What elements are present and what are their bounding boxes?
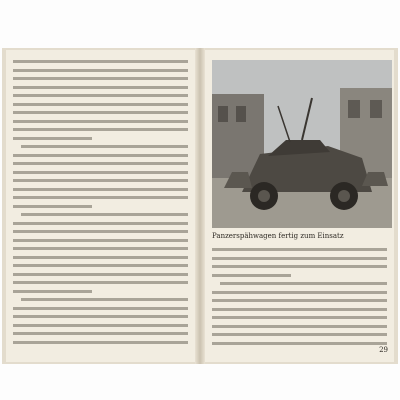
text-line (220, 282, 387, 285)
left-page-text-block (6, 50, 195, 362)
text-line (13, 86, 188, 89)
text-line (13, 247, 188, 250)
text-line (212, 299, 387, 302)
text-line (13, 324, 188, 327)
text-line (13, 281, 188, 284)
text-line (212, 333, 387, 336)
page-number: 29 (379, 346, 388, 354)
text-line (13, 137, 92, 140)
text-line (212, 274, 291, 277)
text-line (21, 213, 188, 216)
text-line (13, 256, 188, 259)
text-line (13, 290, 92, 293)
text-line (13, 171, 188, 174)
text-line (13, 69, 188, 72)
text-line (21, 145, 188, 148)
text-line (13, 239, 188, 242)
text-line (13, 188, 188, 191)
text-line (13, 341, 188, 344)
text-line (212, 316, 387, 319)
text-line (212, 291, 387, 294)
text-line (212, 248, 387, 251)
text-line (13, 264, 188, 267)
book-gutter (195, 48, 205, 364)
text-line (13, 179, 188, 182)
text-line (13, 205, 92, 208)
text-line (13, 332, 188, 335)
text-line (13, 128, 188, 131)
text-line (13, 77, 188, 80)
text-line (212, 265, 387, 268)
text-line (13, 154, 188, 157)
text-line (13, 222, 188, 225)
left-page (6, 50, 195, 362)
text-line (13, 315, 188, 318)
text-line (212, 325, 387, 328)
text-line (212, 342, 387, 345)
text-line (212, 308, 387, 311)
text-line (13, 120, 188, 123)
text-line (21, 298, 188, 301)
right-page-text-block (205, 50, 394, 362)
text-line (13, 111, 188, 114)
text-line (13, 230, 188, 233)
text-line (13, 103, 188, 106)
text-line (212, 257, 387, 260)
text-line (13, 307, 188, 310)
right-page (205, 50, 394, 362)
photo-caption: Panzerspähwagen fertig zum Einsatz (212, 232, 344, 240)
text-line (13, 162, 188, 165)
text-line (13, 196, 188, 199)
book-spread (2, 48, 398, 364)
text-line (13, 60, 188, 63)
text-line (13, 273, 188, 276)
text-line (13, 94, 188, 97)
